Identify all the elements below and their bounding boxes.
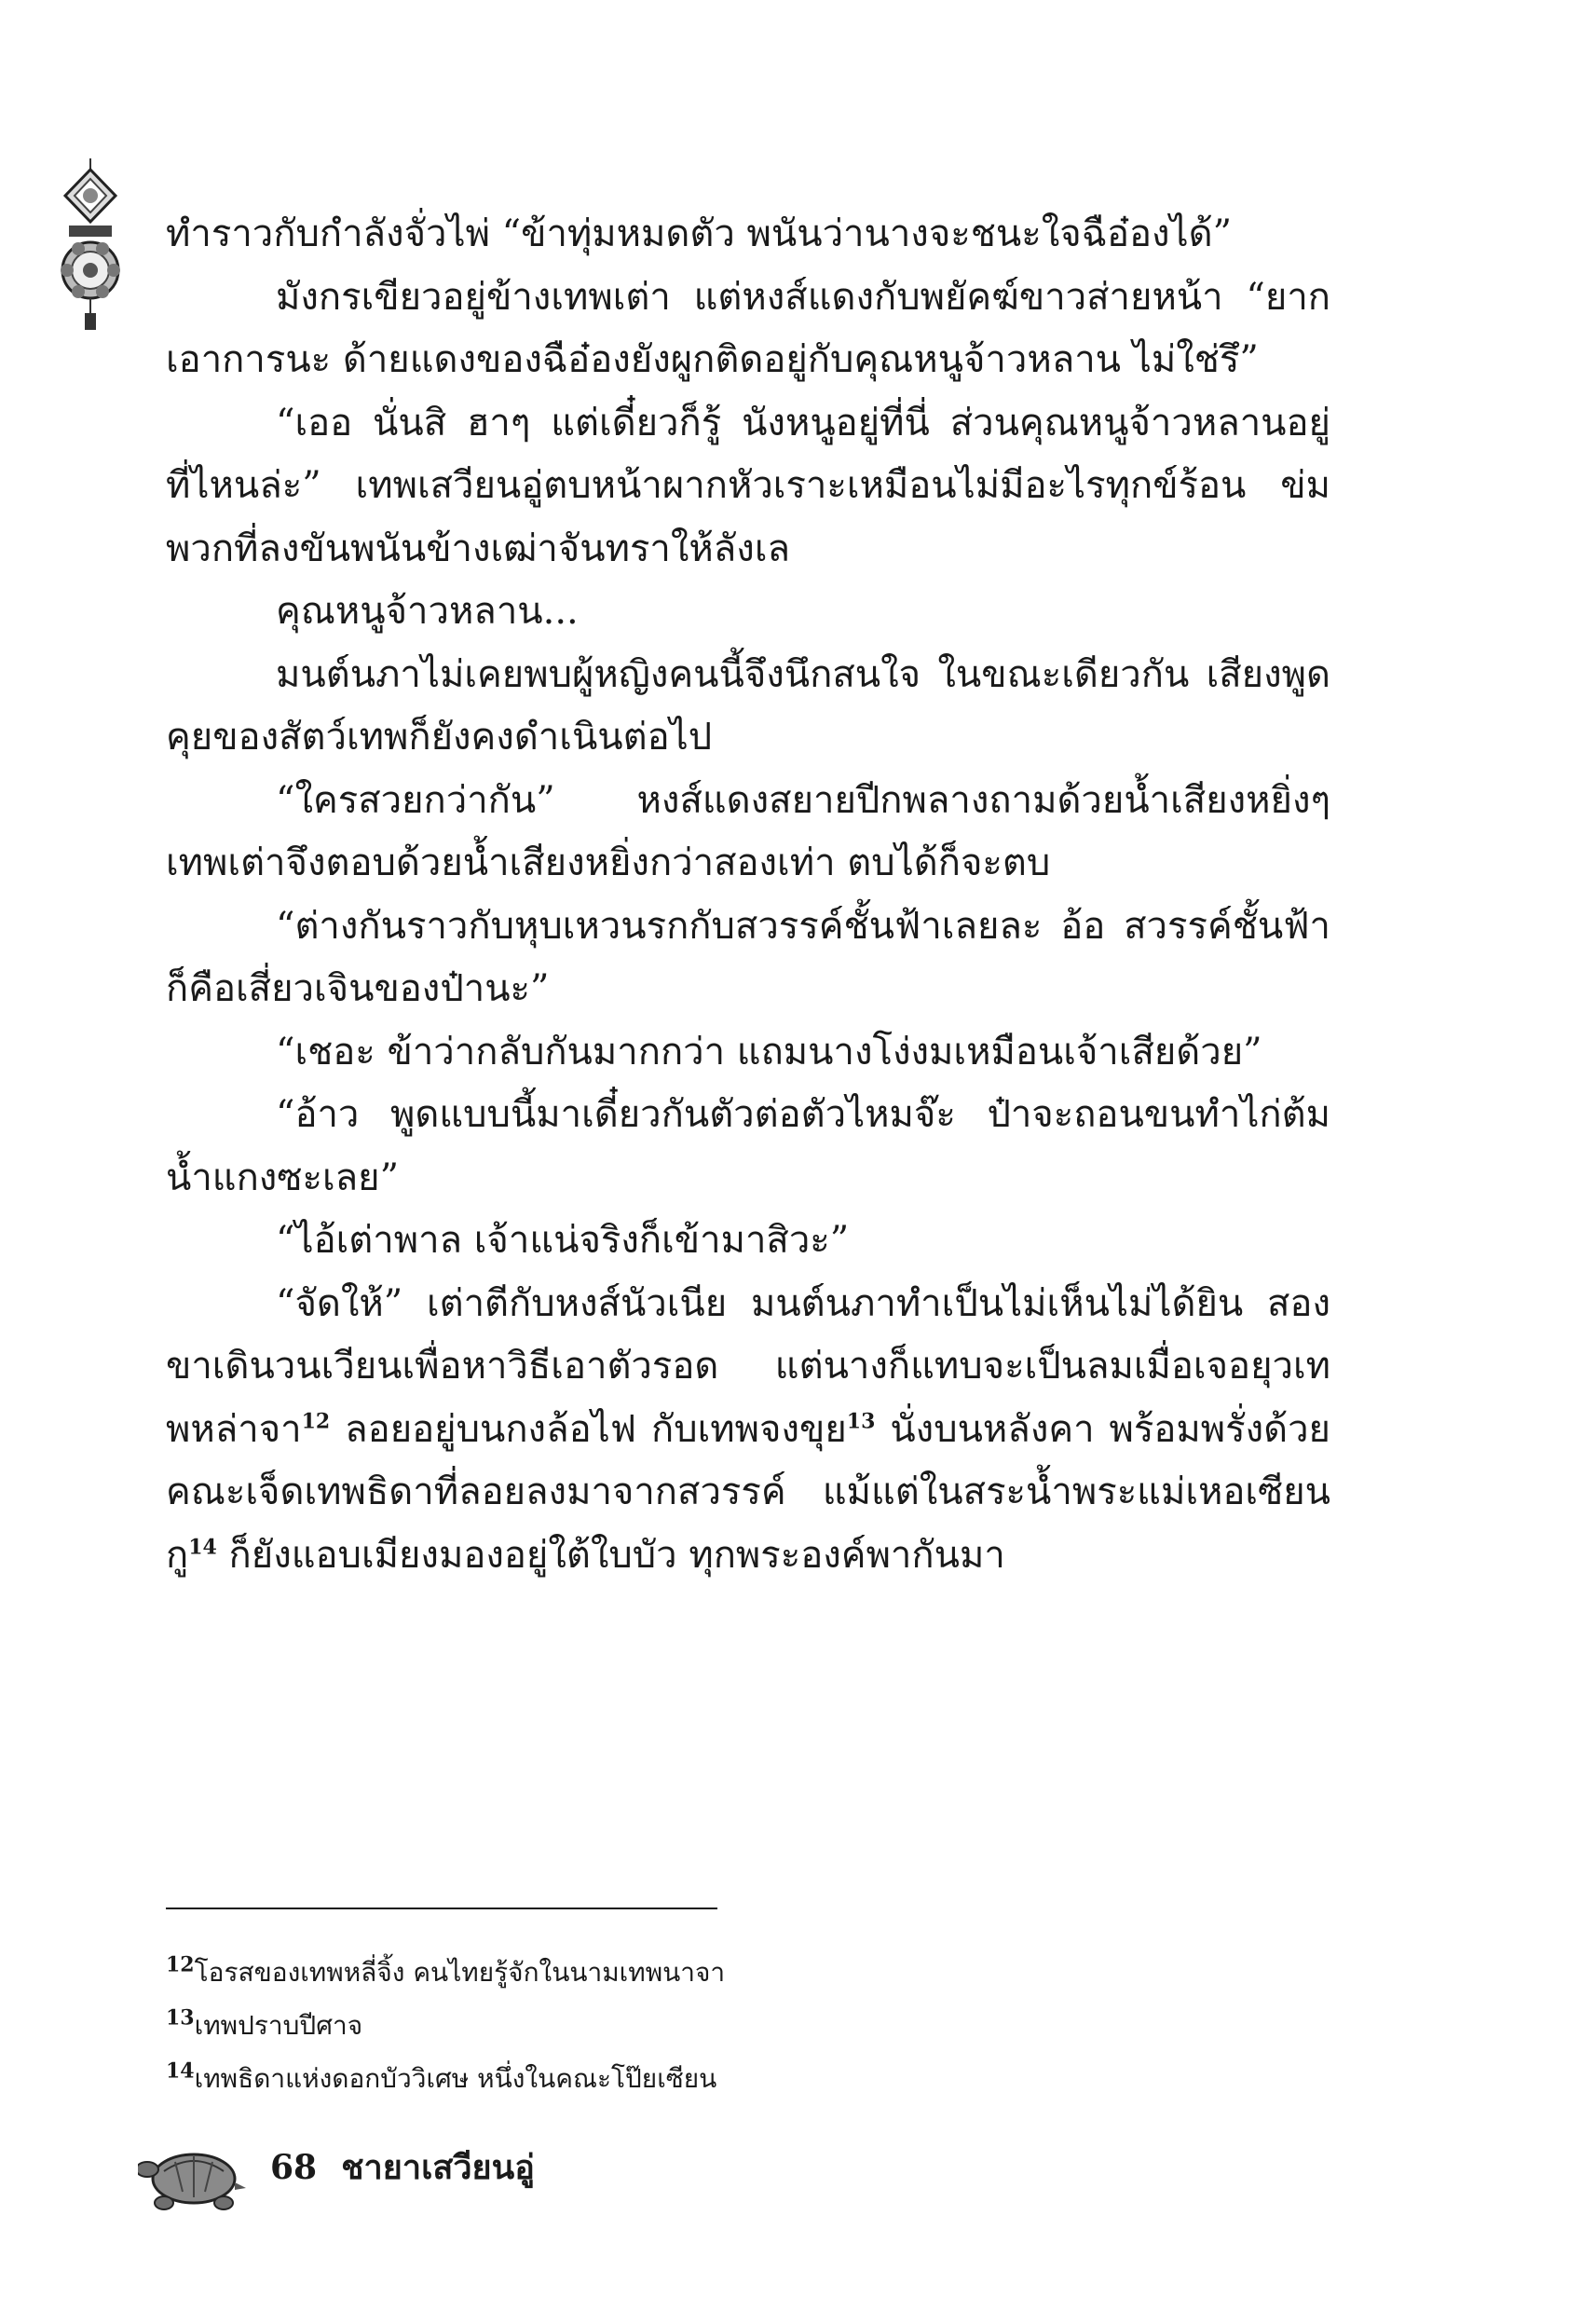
paragraph: “เชอะ ข้าว่ากลับกันมากกว่า แถมนางโง่งมเหมือนเจ้าเสียด้วย”: [276, 1030, 1262, 1073]
paragraph: ทำราวกับกำลังจั่วไพ่ “ข้าทุ่มหมดตัว พนันว่านางจะชนะใจฉือ๋องได้”: [166, 212, 1233, 255]
footnote-number: 13: [166, 2005, 195, 2031]
footnote-text: โอรสของเทพหลี่จิ้ง คนไทยรู้จักในนามเทพนาจา: [194, 1957, 726, 1988]
footnote: [166, 2052, 1284, 2105]
text-run: ลอยอยู่บนกงล้อไฟ กับเทพจงขุย: [330, 1407, 847, 1451]
page-footer: [270, 2140, 535, 2195]
body-text: [166, 203, 1330, 1587]
text-run: ก็ยังแอบเมียงมองอยู่ใต้ใบบัว ทุกพระองค์พากันมา: [216, 1533, 1005, 1577]
footnote-divider: [166, 1908, 717, 1909]
paragraph-with-footnotes: [166, 1273, 1330, 1588]
footnote-reference[interactable]: 14: [188, 1535, 217, 1560]
book-title: ชายาเสวียนอู่: [341, 2148, 535, 2187]
paragraph: มังกรเขียวอยู่ข้างเทพเต่า แต่หงส์แดงกับพยัคฆ์ขาวส่ายหน้า “ยากเอาการนะ ด้ายแดงของฉือ๋องยังผูกติดอยู่กับคุณหนูจ้าวหลาน ไม่ใช่รึ”: [166, 275, 1330, 381]
paragraph: “ต่างกันราวกับหุบเหวนรกกับสวรรค์ชั้นฟ้าเลยละ อ้อ สวรรค์ชั้นฟ้าก็คือเสี่ยวเจินของป๋านะ”: [166, 904, 1330, 1010]
paragraph: “อ้าว พูดแบบนี้มาเดี๋ยวกันตัวต่อตัวไหมจ๊ะ ป๋าจะถอนขนทำไก่ต้มน้ำแกงซะเลย”: [166, 1093, 1330, 1199]
page-number: 68: [270, 2148, 318, 2187]
text-run: “จัดให้” เต่าตีกับหงส์นัวเนีย มนต์นภาทำเป็นไม่เห็นไม่ได้ยิน สองขาเดินวนเวียนเพื่อหาวิธีเอาตัวรอด แต่นางก็แทบจะเป็นลมเมื่อเจอยุวเทพหล่าจา: [166, 1281, 1330, 1451]
text-run: นั่งบนหลังคา พร้อมพรั่งด้วยคณะเจ็ดเทพธิดาที่ลอยลงมาจากสวรรค์ แม้แต่ในสระน้ำพระแม่เหอเซียนกู: [166, 1407, 1330, 1577]
turtle-icon: [138, 2134, 248, 2218]
paragraph: “ไอ้เต่าพาล เจ้าแน่จริงก็เข้ามาสิวะ”: [276, 1219, 850, 1262]
footnote-number: 14: [166, 2058, 195, 2084]
footnotes: [166, 1946, 1284, 2105]
footnote: [166, 1946, 1284, 1999]
footnote-text: เทพปราบปีศาจ: [194, 2010, 363, 2041]
footnote-reference[interactable]: 12: [301, 1409, 331, 1434]
paragraph: “เออ นั่นสิ ฮาๆ แต่เดี๋ยวก็รู้ นังหนูอยู่ที่นี่ ส่วนคุณหนูจ้าวหลานอยู่ที่ไหนล่ะ” เทพเสวียนอู่ตบหน้าผากหัวเราะเหมือนไม่มีอะไรทุกข์ร้อน ข่มพวกที่ลงขันพนันข้างเฒ่าจันทราให้ลังเล: [166, 401, 1330, 570]
paragraph: คุณหนูจ้าวหลาน...: [276, 590, 579, 633]
paragraph: มนต์นภาไม่เคยพบผู้หญิงคนนี้จึงนึกสนใจ ในขณะเดียวกัน เสียงพูดคุยของสัตว์เทพก็ยังคงดำเนินต่อไป: [166, 652, 1330, 759]
footnote-reference[interactable]: 13: [846, 1409, 876, 1434]
footnote: [166, 1999, 1284, 2052]
footnote-text: เทพธิดาแห่งดอกบัววิเศษ หนึ่งในคณะโป๊ยเซียน: [194, 2063, 717, 2094]
lantern-emblem-icon: [58, 158, 123, 335]
paragraph: “ใครสวยกว่ากัน” หงส์แดงสยายปีกพลางถามด้วยน้ำเสียงหยิ่งๆ เทพเต่าจึงตอบด้วยน้ำเสียงหยิ่งกว่าสองเท่า ตบได้ก็จะตบ: [166, 778, 1330, 884]
footnote-number: 12: [166, 1952, 195, 1977]
